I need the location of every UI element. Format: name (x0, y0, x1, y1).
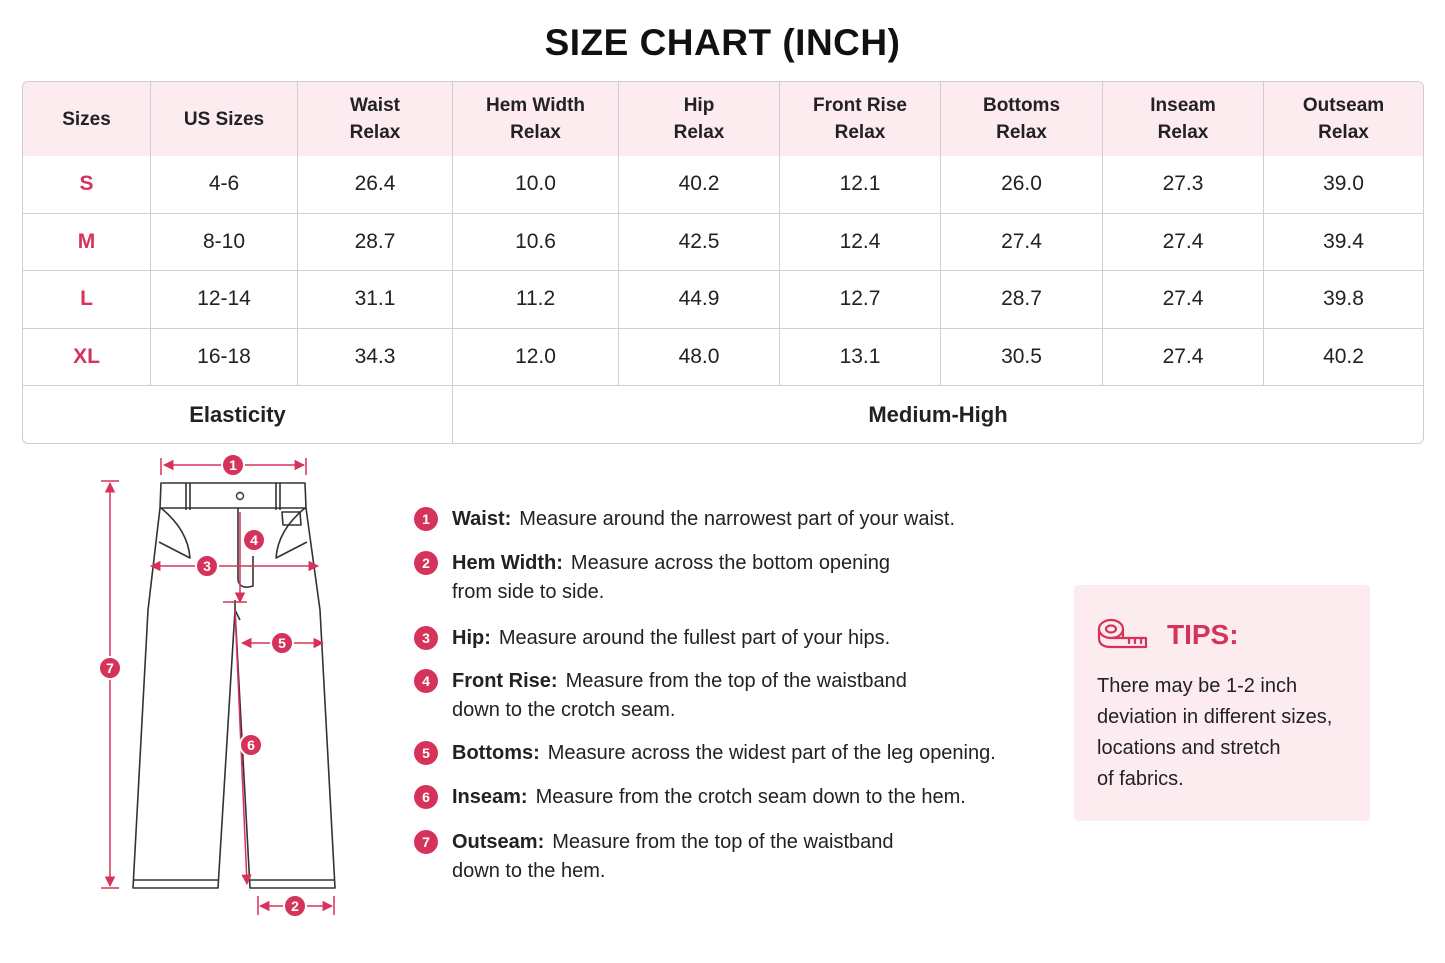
header-inseam: Inseam Relax (1103, 82, 1264, 156)
table-cell: 27.4 (1103, 329, 1264, 387)
legend-term: Waist: (452, 508, 512, 530)
table-row (23, 271, 1423, 329)
legend-number: 4 (414, 669, 438, 693)
svg-text:3: 3 (203, 558, 211, 574)
diagram-marker-7 (99, 657, 121, 679)
table-cell: 12.1 (780, 156, 941, 214)
legend-item-front-rise (414, 667, 1054, 725)
legend-description: Measure across the bottom opening (570, 552, 890, 574)
tips-box (1074, 585, 1370, 821)
table-cell: 31.1 (298, 271, 453, 329)
page-title: SIZE CHART (INCH) (544, 22, 901, 63)
table-cell: 39.4 (1264, 214, 1423, 272)
table-cell: 26.4 (298, 156, 453, 214)
table-cell: 10.6 (453, 214, 619, 272)
svg-text:6: 6 (247, 737, 255, 753)
header-hem-width: Hem Width Relax (453, 82, 619, 156)
legend-number: 1 (414, 507, 438, 531)
table-cell: 44.9 (619, 271, 780, 329)
header-hip: Hip Relax (619, 82, 780, 156)
legend-term: Hip: (452, 627, 491, 649)
table-cell: 34.3 (298, 329, 453, 387)
table-cell: 28.7 (298, 214, 453, 272)
size-table (22, 81, 1424, 444)
legend-number: 3 (414, 626, 438, 650)
table-cell: 39.0 (1264, 156, 1423, 214)
legend-description: Measure from the top of the waistband (552, 831, 894, 853)
diagram-marker-5 (271, 632, 293, 654)
legend-item-hip (414, 624, 1054, 653)
header-bottoms: Bottoms Relax (941, 82, 1103, 156)
legend-description: Measure around the fullest part of your hips. (498, 627, 891, 649)
table-cell: 12.0 (453, 329, 619, 387)
size-label: XL (23, 329, 151, 387)
button-icon (237, 493, 244, 500)
table-cell: 12.4 (780, 214, 941, 272)
measuring-tape-icon (1096, 615, 1150, 655)
tips-line: locations and stretch (1097, 737, 1281, 759)
legend-description: Measure from the crotch seam down to the hem. (535, 786, 966, 808)
legend-number: 2 (414, 551, 438, 575)
table-cell: 48.0 (619, 329, 780, 387)
table-cell: 40.2 (1264, 329, 1423, 387)
table-cell: 8-10 (151, 214, 298, 272)
table-cell: 10.0 (453, 156, 619, 214)
size-label: M (23, 214, 151, 272)
header-front-rise: Front Rise Relax (780, 82, 941, 156)
svg-text:4: 4 (250, 532, 258, 548)
legend-number: 6 (414, 785, 438, 809)
header-outseam: Outseam Relax (1264, 82, 1423, 156)
table-cell: 12-14 (151, 271, 298, 329)
legend-term: Bottoms: (452, 742, 540, 764)
legend-item-outseam (414, 828, 1054, 886)
legend-term: Inseam: (452, 786, 528, 808)
tips-text (1097, 671, 1359, 795)
table-header-row (23, 82, 1423, 156)
table-cell: 28.7 (941, 271, 1103, 329)
diagram-marker-2 (284, 895, 306, 917)
table-cell: 12.7 (780, 271, 941, 329)
size-label: S (23, 156, 151, 214)
table-cell: 13.1 (780, 329, 941, 387)
elasticity-value: Medium-High (868, 401, 1008, 427)
svg-text:5: 5 (278, 635, 286, 651)
legend-item-hem-width (414, 549, 1054, 607)
legend-item-bottoms (414, 739, 1054, 768)
table-row (23, 329, 1423, 387)
table-cell: 27.4 (1103, 271, 1264, 329)
table-cell: 40.2 (619, 156, 780, 214)
legend-term: Front Rise: (452, 670, 558, 692)
table-cell: 27.4 (1103, 214, 1264, 272)
table-row (23, 214, 1423, 272)
legend-number: 7 (414, 830, 438, 854)
legend-item-waist (414, 505, 1054, 534)
diagram-marker-6 (240, 734, 262, 756)
legend-number: 5 (414, 741, 438, 765)
table-cell: 4-6 (151, 156, 298, 214)
table-cell: 27.4 (941, 214, 1103, 272)
tips-line: of fabrics. (1097, 768, 1184, 790)
size-label: L (23, 271, 151, 329)
diagram-marker-4 (243, 529, 265, 551)
table-cell: 26.0 (941, 156, 1103, 214)
legend-description-2: down to the crotch seam. (452, 699, 676, 721)
diagram-marker-1 (222, 454, 244, 476)
header-sizes: Sizes (23, 82, 151, 156)
tips-line: deviation in different sizes, (1097, 706, 1333, 728)
legend-description: Measure across the widest part of the leg opening. (547, 742, 996, 764)
svg-text:2: 2 (291, 898, 299, 914)
tips-title: TIPS: (1167, 619, 1239, 650)
table-row (23, 156, 1423, 214)
legend-term: Hem Width: (452, 552, 563, 574)
table-cell: 16-18 (151, 329, 298, 387)
table-cell: 11.2 (453, 271, 619, 329)
table-cell: 39.8 (1264, 271, 1423, 329)
table-cell: 30.5 (941, 329, 1103, 387)
legend-term: Outseam: (452, 831, 545, 853)
legend-description: Measure from the top of the waistband (565, 670, 907, 692)
legend-item-inseam (414, 783, 1054, 812)
legend-description-2: down to the hem. (452, 860, 606, 882)
svg-text:7: 7 (106, 660, 114, 676)
elasticity-row (23, 386, 1423, 443)
table-cell: 27.3 (1103, 156, 1264, 214)
svg-text:1: 1 (229, 457, 237, 473)
header-waist: Waist Relax (298, 82, 453, 156)
legend-description-2: from side to side. (452, 581, 605, 603)
legend-description: Measure around the narrowest part of your waist. (519, 508, 956, 530)
pants-outline (133, 483, 335, 888)
table-cell: 42.5 (619, 214, 780, 272)
tips-line: There may be 1-2 inch (1097, 675, 1298, 697)
header-us-sizes: US Sizes (151, 82, 298, 156)
elasticity-label: Elasticity (23, 386, 453, 443)
pants-diagram (90, 450, 350, 930)
diagram-marker-3 (196, 555, 218, 577)
